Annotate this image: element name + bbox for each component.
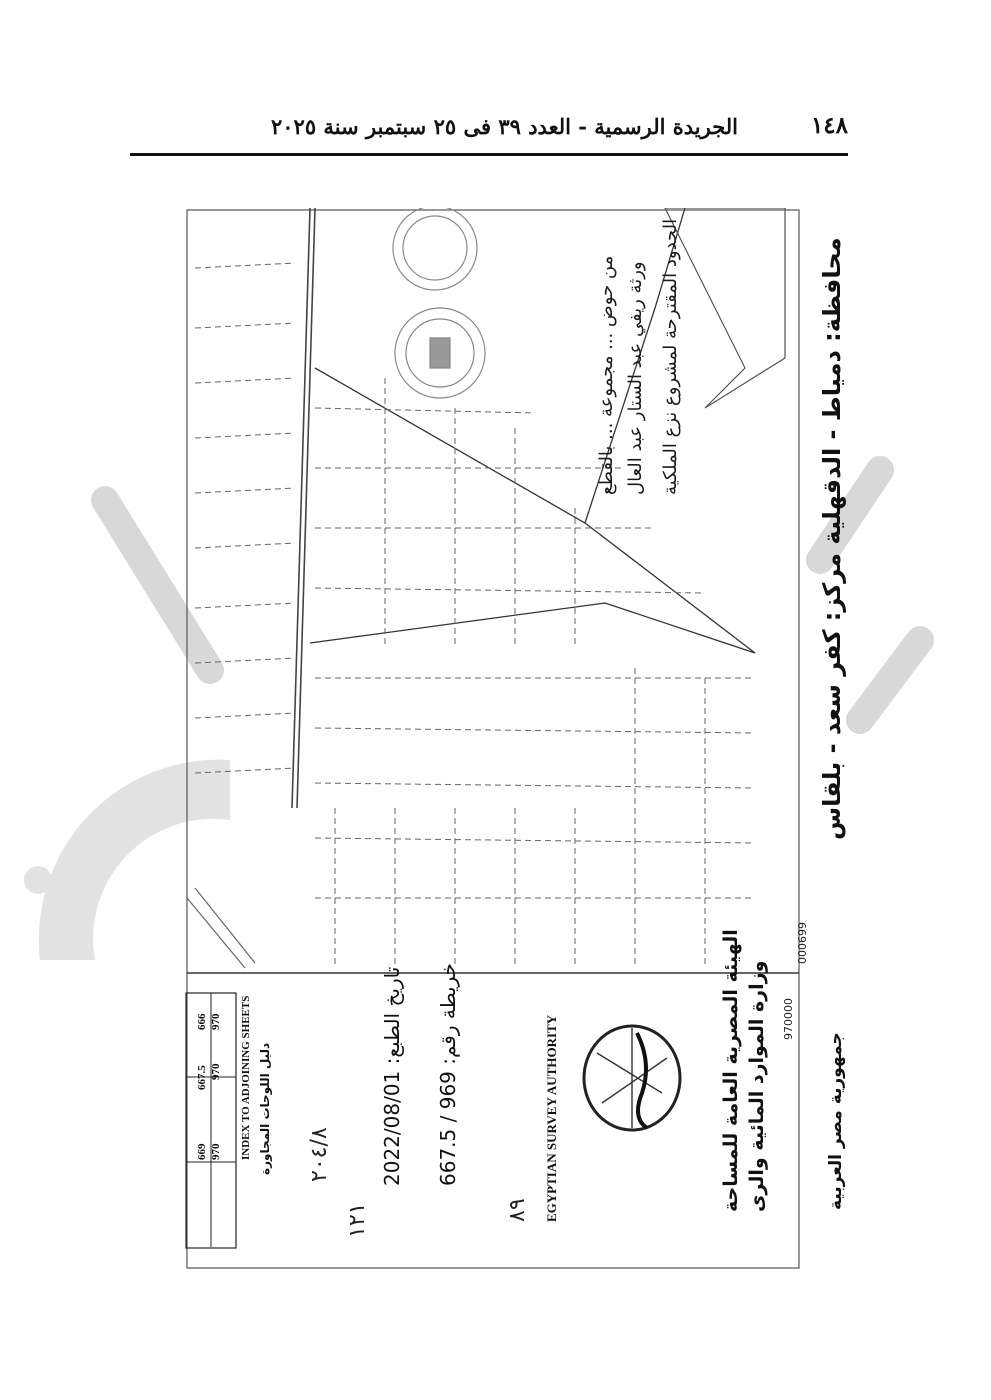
index-title-en: INDEX TO ADJOINING SHEETS xyxy=(240,995,252,1160)
coordinate-y-label: 000699 xyxy=(796,922,809,964)
road-lines xyxy=(187,888,255,968)
index-title-ar: دليل اللوحات المجاورة xyxy=(258,1042,272,1175)
shaded-area xyxy=(665,208,785,408)
handwritten-note-1: الحدود المقترحة لمشروع نزع الملكية xyxy=(660,218,681,495)
index-cell-bottom: 666 xyxy=(196,1013,208,1030)
egyptian-survey-authority-logo xyxy=(577,1023,687,1133)
authority-name-en: EGYPTIAN SURVEY AUTHORITY xyxy=(544,1014,559,1222)
emblem-caption: جمهورية مصر العربية xyxy=(826,1032,846,1210)
gazette-title: الجريدة الرسمية - العدد ٣٩ فى ٢٥ سبتمبر سنة ٢٠٢٥ xyxy=(271,114,738,139)
print-date: تاريخ الطبع: 2022/08/01 xyxy=(380,966,404,1186)
page-number: ١٤٨ xyxy=(810,112,848,139)
handwritten-ref-2: ١٢١ xyxy=(345,1202,370,1238)
map-title: محافظة: دمياط - الدقهلية مركز: كفر سعد - بلقاس xyxy=(818,237,846,840)
index-cell-bottom: 669 xyxy=(196,1143,208,1160)
index-cell-top: 970 xyxy=(210,1063,222,1080)
handwritten-note-3: من حوض ... مجموعة ... بالقطع xyxy=(596,255,617,495)
page-header xyxy=(130,112,848,156)
index-cell-top: 970 xyxy=(210,1143,222,1160)
cadastral-map xyxy=(185,208,805,1270)
handwritten-note-2: ورثة ريفي عبد الستار عبد العال xyxy=(625,261,646,495)
handwritten-ref-1: ٨٩ xyxy=(505,1198,530,1222)
coordinate-x-label: 970000 xyxy=(782,998,795,1040)
map-frame xyxy=(187,210,799,1268)
index-cell-bottom: 667.5 xyxy=(196,1065,208,1090)
project-boundary xyxy=(310,208,755,653)
canal-lines xyxy=(292,208,315,808)
survey-map-sheet xyxy=(185,208,805,1270)
authority-name-ar: الهيئة المصرية العامة للمساحة xyxy=(720,929,742,1212)
map-number: خريطة رقم: 969 / 667.5 xyxy=(436,963,460,1186)
header-divider xyxy=(130,153,848,156)
handwritten-ref-3: ٢٠٤/٨ xyxy=(307,1127,332,1182)
index-cell-top: 970 xyxy=(210,1013,222,1030)
ministry-name: وزارة الموارد المائية والرى xyxy=(746,960,768,1212)
official-stamps xyxy=(393,208,485,398)
